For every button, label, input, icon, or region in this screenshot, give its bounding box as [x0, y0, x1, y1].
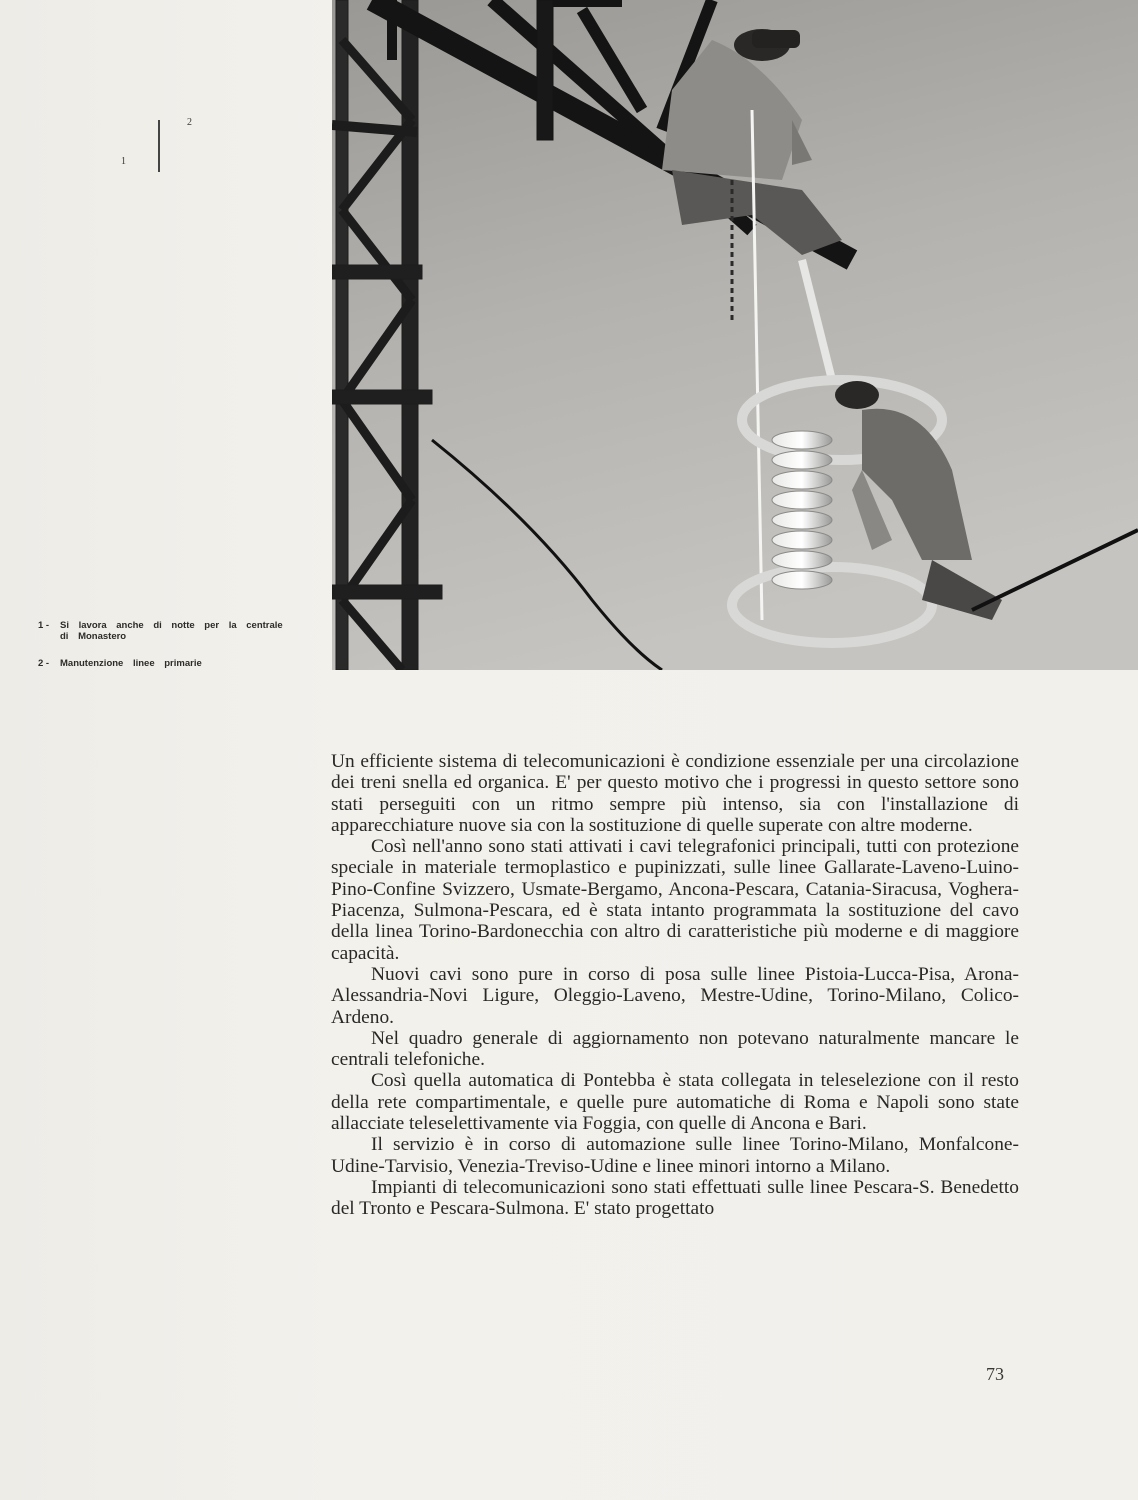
paragraph-4: Nel quadro generale di aggiornamento non potevano naturalmente mancare le centrali telefoniche. [331, 1027, 1019, 1071]
figure-index-left: 1 [121, 156, 126, 167]
caption-2-number: 2 - [38, 658, 50, 669]
paragraph-7: Impianti di telecomunicazioni sono stati effettuati sulle linee Pescara-S. Benedetto del Tronto e Pescara-Sulmona. E' stato progettato [331, 1176, 1019, 1220]
figure-index-right: 2 [187, 117, 192, 128]
paragraph-6: Il servizio è in corso di automazione sulle linee Torino-Milano, Monfalcone-Udine-Tarvisio, Venezia-Treviso-Udine e linee minori intorno a Milano. [331, 1134, 1019, 1177]
pylon-maintenance-photo [332, 0, 1138, 670]
article-body [331, 751, 1019, 1220]
photo-captions [38, 620, 288, 685]
caption-2-text: Manutenzione linee primarie [60, 658, 202, 669]
paragraph-2: Così nell'anno sono stati attivati i cavi telegrafonici principali, tutti con protezione speciale in materiale termoplastico e pupinizzati, sulle linee Gallarate-Laveno-Luino-Pino-Confine Svizzero, Usmate-Bergamo, Ancona-Pescara, Catania-Siracusa, Voghera-Piacenza, Sulmona-Pescara, ed è stata intanto programmata la sostituzione del cavo della linea Torino-Bardonecchia con altro di caratteristiche più moderne e di maggiore capacità. [331, 836, 1019, 964]
paragraph-1: Un efficiente sistema di telecomunicazioni è condizione essenziale per una circolazione dei treni snella ed organica. E' per questo motivo che i progressi in questo settore sono stati perseguiti con un ritmo sempre più intenso, sia con l'installazione di apparecchiature nuove sia con la sostituzione di quelle superate con altre moderne. [331, 751, 1019, 836]
page-number: 73 [986, 1364, 1004, 1384]
caption-2 [38, 658, 288, 669]
caption-1-text: Si lavora anche di notte per la centrale di Monastero [60, 620, 283, 642]
paragraph-5: Così quella automatica di Pontebba è stata collegata in teleselezione con il resto della rete compartimentale, e quelle pure automatiche di Roma e Napoli sono state allacciate teleselettivamente via Foggia, con quelle di Ancona e Bari. [331, 1070, 1019, 1135]
paragraph-3: Nuovi cavi sono pure in corso di posa sulle linee Pistoia-Lucca-Pisa, Arona-Alessandria-Novi Ligure, Oleggio-Laveno, Mestre-Udine, Torino-Milano, Colico-Ardeno. [331, 963, 1019, 1028]
caption-1 [38, 620, 288, 642]
caption-1-number: 1 - [38, 620, 50, 631]
